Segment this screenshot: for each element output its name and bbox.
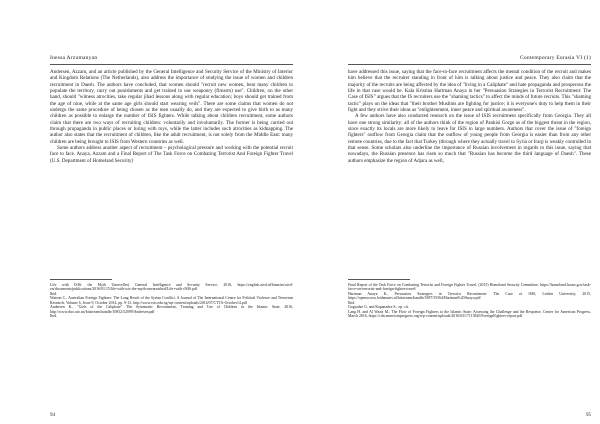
page-number: 95 — [586, 413, 591, 418]
right-page — [348, 0, 591, 424]
footnote: Ibid. — [50, 314, 58, 319]
footnote: Gogsadze G. and Kapanadze S., op. cit. — [348, 305, 409, 310]
left-body-text — [50, 69, 293, 279]
page-number: 94 — [50, 413, 55, 418]
footnote: Final Report of the Task Force on Combating Terrorist and Foreign Fighter Travel, (2015) Homeland Security Committee, https://homeland.house.gov/task-force-on-terrorist-and-foreign-fighter-travel/ — [348, 283, 591, 292]
left-footnotes — [50, 283, 293, 408]
left-page — [50, 0, 293, 424]
footnote: Lang H. and Al Wazir M., The Flow of Foreign Fighters to the Islamic State: Assessing the Challenge and the Response, Center for American Progress, March 2016, https://cdn.americanprogress.org/wp-content/uploads/2016/03/17113820/ForeignFighters-report.pdf — [348, 309, 591, 319]
footnote: Hartman Anaya K., Persuasion Strategies in Terrorist Recruitment: The Case of ISIS, Leiden University, 2015, https://openaccess.leidenuniv.nl/bitstream/handle/1887/35564/Hartman%20Anaya.pdf — [348, 291, 591, 301]
footnote-rule — [348, 279, 410, 280]
paragraph: A few authors have also conducted research on the issue of ISIS recruitment specifically from Georgia. They all have one strong similarity: all of the authors think of the region of Pankisi Gorge as of the biggest threat in the region, since exactly its locals are more likely to leave for ISIS in large numbers. Authors that cover the issue of "foreign fighters" outflow from Georgia claim that the outflow of young people from Georgia is easier than from any other remote countries, due to the fact that Turkey (through where they actually travel to Syria or Iraq) is weakly controlled in that sense. Some scholars also underline the importance of Russian involvement in regards to this issue, saying that nowadays, the Russian presence has risen so much that "Russian has become the third language of Daesh". These authors emphasize the region of Adjara as well, — [348, 113, 591, 164]
footnote-rule — [50, 279, 112, 280]
footnote: Andersen K., "Girls of the Caliphate" The Systematic Recruitment, Training and Use of Children in the Islamic State, 2016, http://www.duo.uio.no/bitstream/handle/10852/52099/Andersen.pdf — [50, 305, 293, 314]
paragraph: Some authors address another aspect of recruitment – psychological pressure and working with the potential recruit face to face. Anaya, Azzam and a Final Report of The Task Force on Combating Terrorist And Foreign Fighter Travel (U.S. Department of Homeland Security) — [50, 145, 293, 164]
right-footnotes — [348, 283, 591, 408]
paragraph: have addressed this issue, saying that the face-to-face recruitment affects the mental condition of the recruit and makes him believe that the recruiter standing in front of him is talking about justice and peace. They also claim that the majority of the recruits are being affected by the idea of "living in a Caliphate" and hate propaganda and prosperous the life in that case would be. Kala Kristina Hartman Anaya in her "Persuasion Strategies in Terrorist Recruitment: The Case of ISIS" argues that the IS recruiters use the "shaming tactics" to affect the minds of future recruits. This "shaming tactic" plays on the ideas that "their brother Muslims are fighting for justice; it is everyone's duty to help them in their fight and they strive their ideas as "enlightenment, inner peace and spiritual awareness". — [348, 69, 591, 114]
running-head-author: Inessa Arzumanyan — [50, 55, 293, 65]
footnote: Ibid. — [348, 300, 356, 305]
footnote: Ibid. — [50, 291, 58, 296]
paragraph: Andersen, Azzam, and an article published by the General Intelligence and Security Service of the Ministry of Interior and Kingdom Relations (The Netherlands), also address the importance of studying the issue of women and children recruitment in Daesh. The authors have concluded, that women should "recruit new women, bear many children to populate the territory, carry out punishments and get trained to use weaponry (firearm) use". Children, on the other hand, should "witness atrocities, take regular jihad lessons along with regular education; boys should get trained from the age of nine, while at the same age girls should start wearing veils". There are some claims that women do not undergo the same procedure of being chosen as the men usually do, and they are expected to give birth to as many children as possible to enlarge the number of ISIS fighters. While talking about children recruitment, some authors claim that there are two ways of recruiting children: voluntarily and involuntarily. The former is being carried out through propaganda in public places or luring with toys, while the latter includes such atrocities as kidnapping. The author also states that the recruitment of children, like the adult recruitment, is not solely from the Middle East: many children are being brought to ISIS from Western countries as well. — [50, 69, 293, 145]
footnote: Life with ISIS: the Myth Unravelled, General Intelligence and Security Service, 2016, https://english.aivd.nl/binaries/aivd-en/documents/publications/2016/01/15/life-with-isis-the-myth-unvarnished/Life+with+ISIS.pdf — [50, 283, 293, 292]
running-head-journal: Contemporary Eurasia VI (1) — [348, 55, 591, 65]
right-body-text — [348, 69, 591, 279]
footnote: Watson C., Australian Foreign Fighters: The Long Reach of the Syrian Conflict, A Journal of The International Centre for Political Violence and Terrorism Research, Volume 6, Issue 9, October 2014, pp. 9-13, http://www.rsis.edu.sg/wp-content/uploads/2014/07/CTTA-October14.pdf — [50, 296, 293, 305]
